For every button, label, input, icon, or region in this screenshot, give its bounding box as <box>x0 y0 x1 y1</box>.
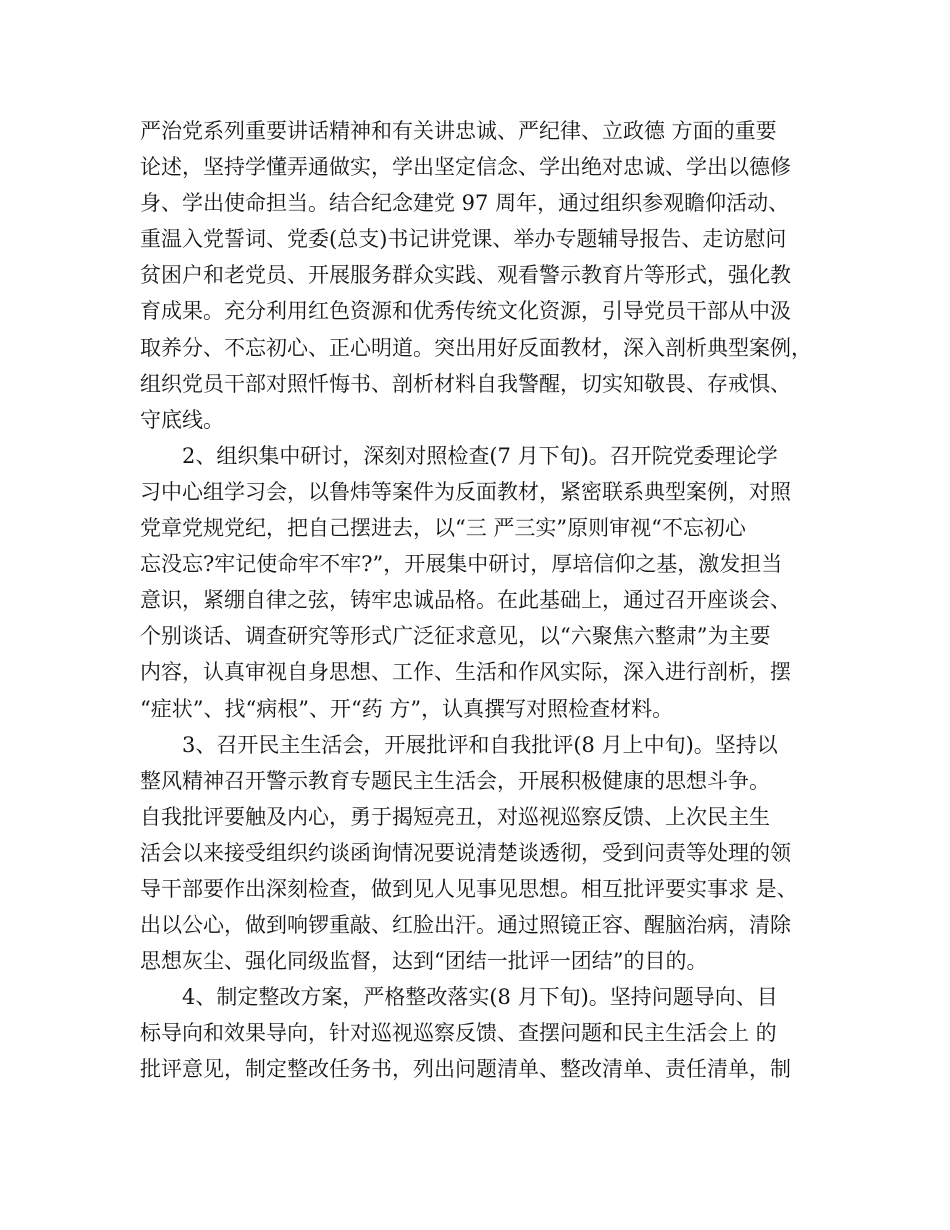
text-line: 严治党系列重要讲话精神和有关讲忠诚、严纪律、立政德 方面的重要 <box>140 119 777 143</box>
text-line: 组织党员干部对照忏悔书、剖析材料自我警醒，切实知敬畏、存戒惧、 <box>140 371 791 396</box>
text-line: 内容，认真审视自身思想、工作、生活和作风实际，深入进行剖析，摆 <box>140 660 791 685</box>
text-line: 出以公心，做到响锣重敲、红脸出汗。通过照镜正容、醒脑治病，清除 <box>140 913 791 938</box>
text-line: 重温入党誓词、党委(总支)书记讲党课、举办专题辅导报告、走访慰问 <box>140 227 787 252</box>
text-line: 贫困户和老党员、开展服务群众实践、观看警示教育片等形式，强化教 <box>140 263 791 288</box>
text-line: 批评意见，制定整改任务书，列出问题清单、整改清单、责任清单，制 <box>140 1057 791 1082</box>
text-line: 思想灰尘、强化同级监督，达到“团结一批评一团结”的目的。 <box>140 949 708 974</box>
paragraph-4-first-line: 4、制定整改方案，严格整改落实(8 月下旬)。坚持问题导向、目 <box>182 985 778 1010</box>
text-line: 自我批评要触及内心，勇于揭短亮丑，对巡视巡察反馈、上次民主生 <box>140 804 770 829</box>
paragraph-3-first-line: 3、召开民主生活会，开展批评和自我批评(8 月上中旬)。坚持以 <box>182 732 778 757</box>
text-line: 忘没忘?牢记使命牢不牢?”，开展集中研讨，厚培信仰之基，激发担当 <box>140 552 783 577</box>
text-line: 守底线。 <box>140 407 224 432</box>
text-line: 论述，坚持学懂弄通做实，学出坚定信念、学出绝对忠诚、学出以德修 <box>140 155 791 180</box>
text-line: 意识，紧绷自律之弦，铸牢忠诚品格。在此基础上，通过召开座谈会、 <box>140 588 791 613</box>
text-line: 整风精神召开警示教育专题民主生活会，开展积极健康的思想斗争。 <box>140 768 770 793</box>
text-line: 个别谈话、调查研究等形式广泛征求意见，以“六聚焦六整肃”为主要 <box>140 624 771 649</box>
text-line: 育成果。充分利用红色资源和优秀传统文化资源，引导党员干部从中汲 <box>140 299 791 324</box>
text-line: 身、学出使命担当。结合纪念建党 97 周年，通过组织参观瞻仰活动、 <box>140 191 790 216</box>
paragraph-2-first-line: 2、组织集中研讨，深刻对照检查(7 月下旬)。召开院党委理论学 <box>182 443 778 468</box>
text-line: 取养分、不忘初心、正心明道。突出用好反面教材，深入剖析典型案例， <box>140 335 812 360</box>
document-body <box>140 113 830 1088</box>
text-line: 活会以来接受组织约谈函询情况要说清楚谈透彻，受到问责等处理的领 <box>140 840 791 865</box>
text-line: “症状”、找“病根”、开“药 方”，认真撰写对照检查材料。 <box>140 696 674 721</box>
text-line: 导干部要作出深刻检查，做到见人见事见思想。相互批评要实事求 是、 <box>140 876 798 901</box>
text-line: 标导向和效果导向，针对巡视巡察反馈、查摆问题和民主生活会上 的 <box>140 1021 777 1046</box>
text-line: 党章党规党纪，把自己摆进去，以“三 严三实”原则审视“不忘初心 <box>140 516 746 541</box>
text-line: 习中心组学习会，以鲁炜等案件为反面教材，紧密联系典型案例，对照 <box>140 479 791 504</box>
